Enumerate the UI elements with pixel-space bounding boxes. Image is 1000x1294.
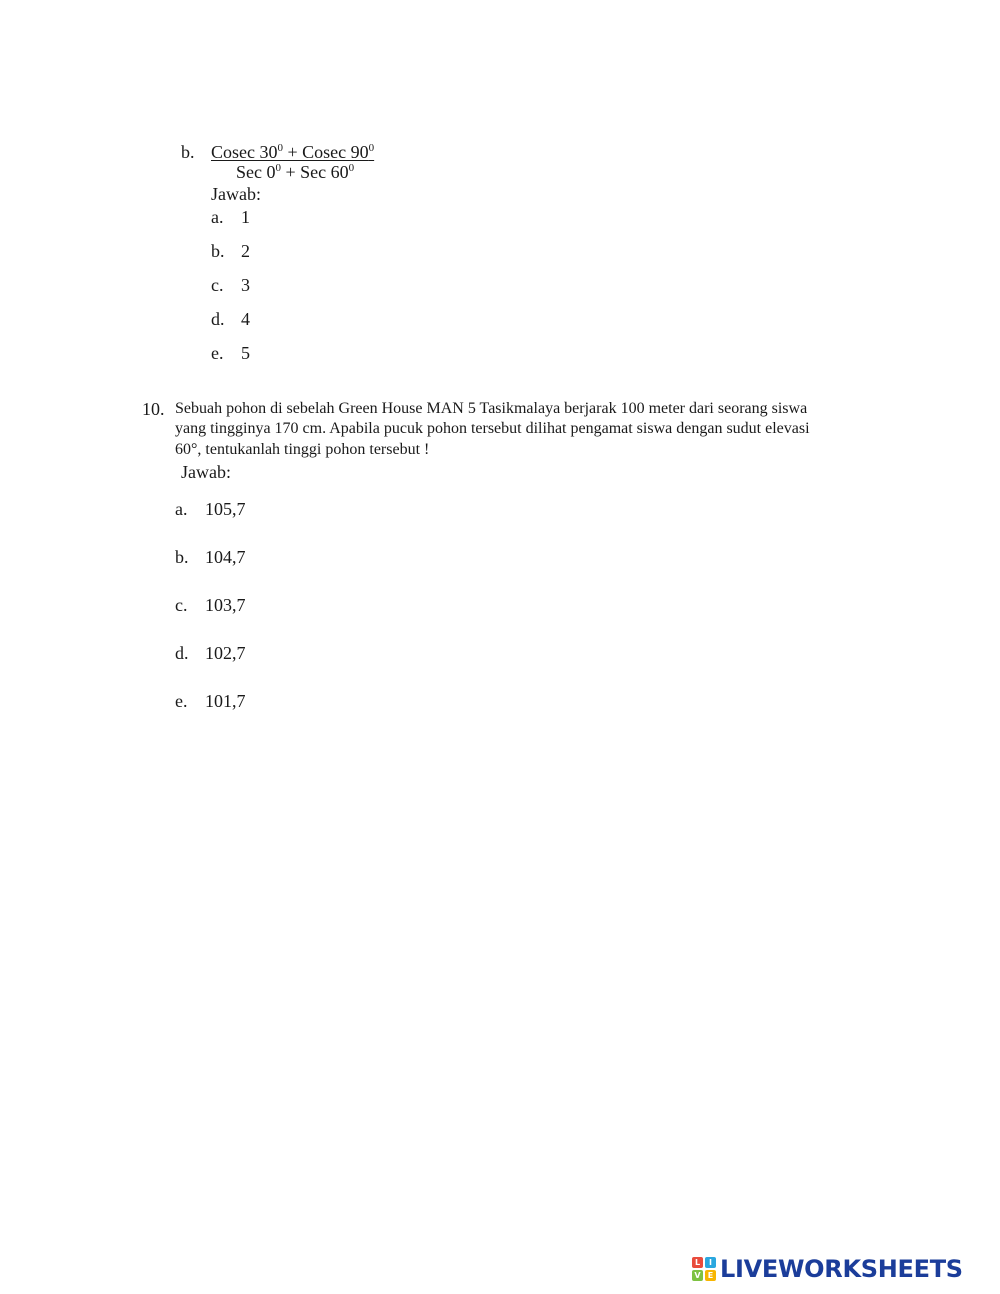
option-value: 1: [241, 207, 250, 227]
numerator-exp1: 0: [277, 142, 283, 154]
option-a[interactable]: [211, 206, 250, 228]
option-letter: d.: [175, 643, 189, 663]
q9b-label: b.: [181, 142, 195, 162]
option-value: 5: [241, 343, 250, 363]
option-letter: c.: [211, 275, 224, 295]
option-letter: a.: [175, 499, 188, 519]
option-value: 2: [241, 241, 250, 261]
option-letter: a.: [211, 207, 224, 227]
option-value: 3: [241, 275, 250, 295]
option-d[interactable]: [175, 642, 246, 664]
option-letter: b.: [175, 547, 189, 567]
option-d[interactable]: [211, 308, 250, 330]
logo-tile: E: [705, 1270, 716, 1281]
logo-tile: I: [705, 1257, 716, 1268]
logo-text: LIVEWORKSHEETS: [720, 1255, 963, 1283]
q9b-denominator: [236, 161, 354, 183]
option-letter: e.: [175, 691, 188, 711]
option-b[interactable]: [211, 240, 250, 262]
option-value: 104,7: [205, 547, 246, 567]
option-c[interactable]: [175, 594, 246, 616]
option-letter: b.: [211, 241, 225, 261]
q9b-answer-label: Jawab:: [211, 184, 261, 204]
option-letter: d.: [211, 309, 225, 329]
option-e[interactable]: [175, 690, 246, 712]
option-e[interactable]: [211, 342, 250, 364]
option-value: 4: [241, 309, 250, 329]
option-c[interactable]: [211, 274, 250, 296]
option-b[interactable]: [175, 546, 246, 568]
logo-tiles-icon: [692, 1257, 716, 1281]
q10-line-1: Sebuah pohon di sebelah Green House MAN 5 Tasikmalaya berjarak 100 meter dari seorang siswa: [175, 400, 808, 417]
q10-line-3: 60°, tentukanlah tinggi pohon tersebut !: [175, 441, 430, 458]
denominator-part2: + Sec 60: [281, 162, 349, 182]
option-value: 101,7: [205, 691, 246, 711]
option-letter: e.: [211, 343, 224, 363]
denominator-exp1: 0: [275, 162, 281, 174]
numerator-part2: + Cosec 90: [283, 142, 369, 162]
option-value: 103,7: [205, 595, 246, 615]
option-letter: c.: [175, 595, 188, 615]
numerator-exp2: 0: [368, 142, 375, 154]
option-value: 102,7: [205, 643, 246, 663]
logo-tile: V: [692, 1270, 703, 1281]
q9b-numerator: [211, 141, 374, 163]
liveworksheets-logo: [692, 1256, 963, 1282]
denominator-exp2: 0: [348, 162, 355, 174]
q10-number: 10.: [142, 399, 165, 419]
q10-answer-label: Jawab:: [181, 462, 231, 482]
denominator-part1: Sec 0: [236, 162, 276, 182]
option-value: 105,7: [205, 499, 246, 519]
option-a[interactable]: [175, 498, 246, 520]
numerator-part1: Cosec 30: [211, 142, 278, 162]
q10-line-2: yang tingginya 170 cm. Apabila pucuk pohon tersebut dilihat pengamat siswa dengan sudut elevasi: [175, 420, 810, 437]
logo-tile: L: [692, 1257, 703, 1268]
